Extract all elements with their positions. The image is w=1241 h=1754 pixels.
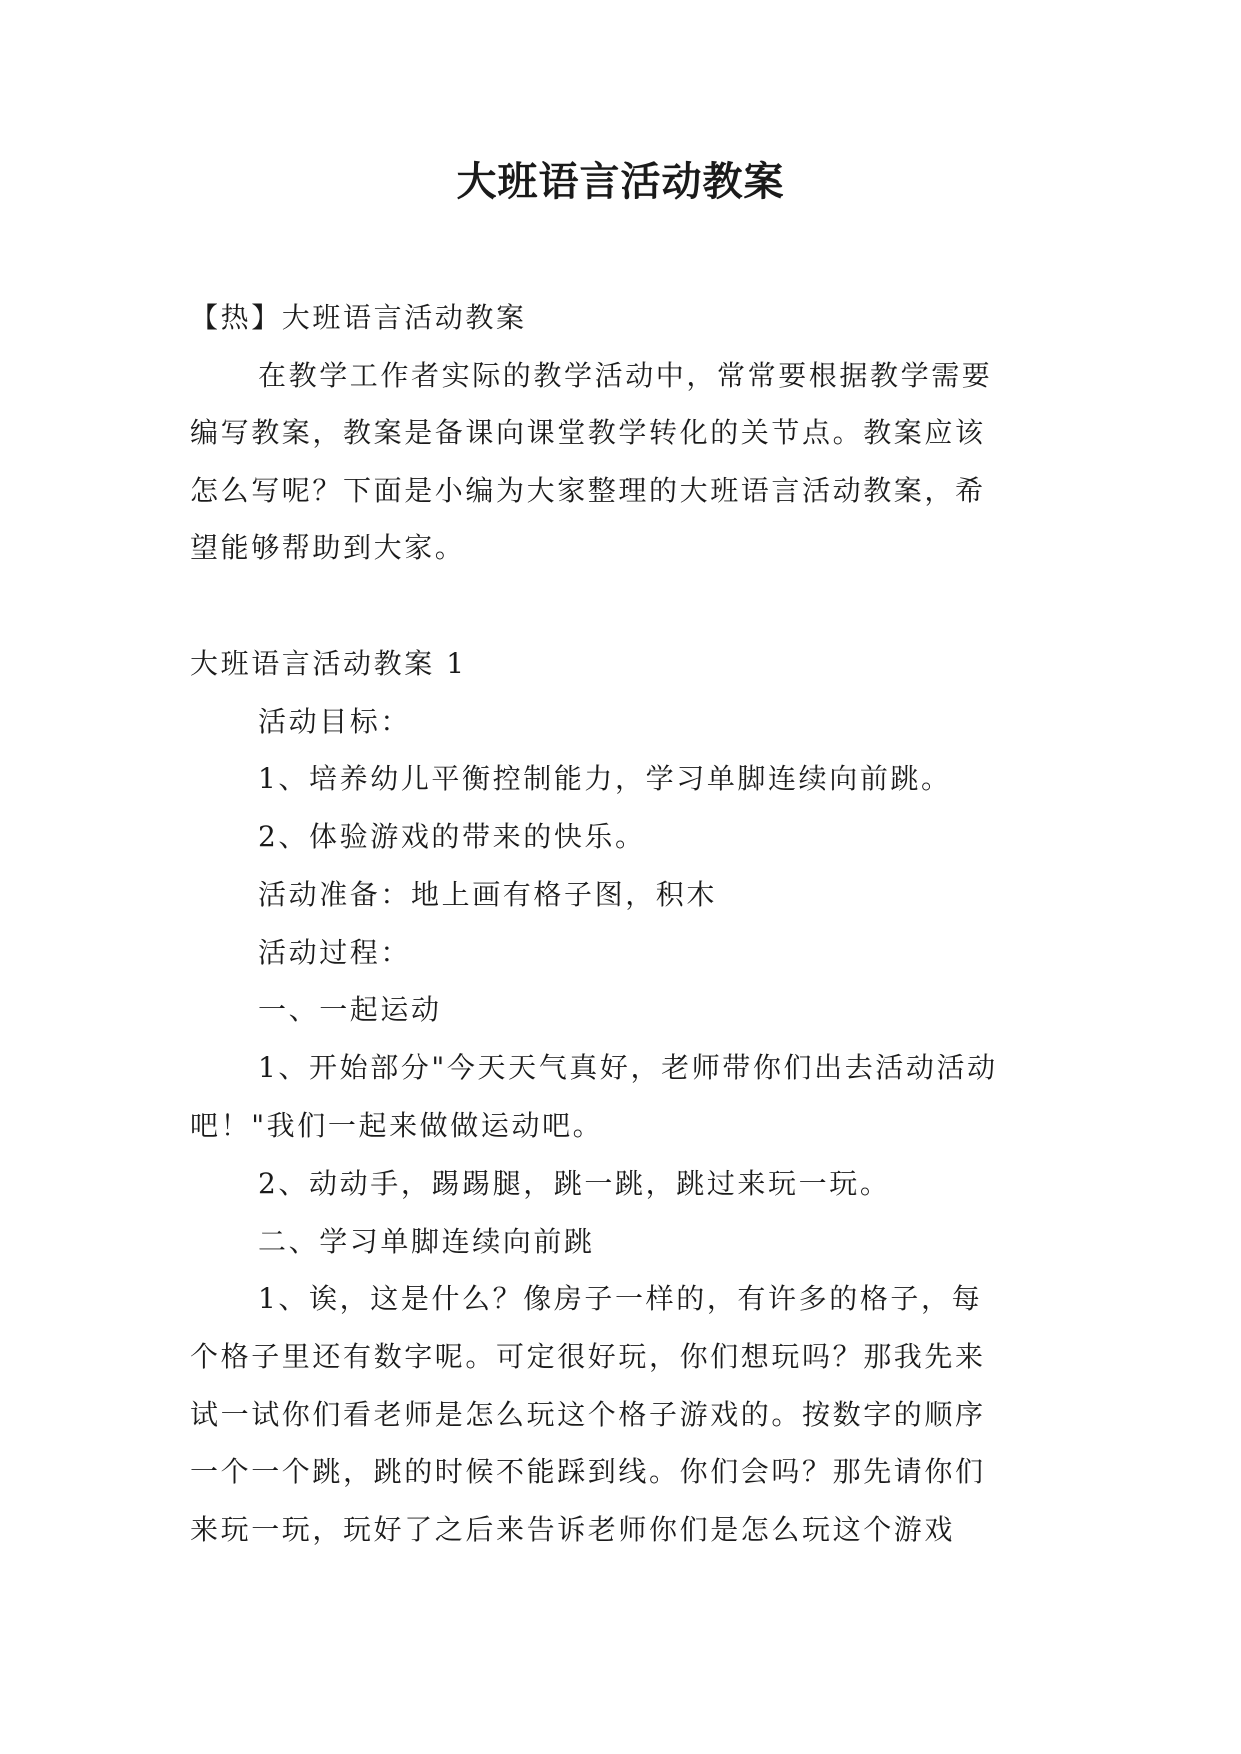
paragraph-line: 吧！"我们一起来做做运动吧。: [190, 1109, 604, 1142]
paragraph-line: 一、一起运动: [258, 993, 442, 1026]
paragraph-line: 活动目标：: [258, 705, 412, 738]
paragraph-line: 试一试你们看老师是怎么玩这个格子游戏的。按数字的顺序: [190, 1398, 986, 1431]
paragraph-line: 1、培养幼儿平衡控制能力，学习单脚连续向前跳。: [258, 762, 952, 795]
intro-heading: 【热】大班语言活动教案: [190, 301, 527, 334]
paragraph-line: 个格子里还有数字呢。可定很好玩，你们想玩吗？那我先来: [190, 1340, 986, 1373]
paragraph-line: 2、动动手，踢踢腿，跳一跳，跳过来玩一玩。: [258, 1167, 891, 1200]
paragraph-line: 来玩一玩，玩好了之后来告诉老师你们是怎么玩这个游戏: [190, 1513, 956, 1546]
paragraph-line: 二、学习单脚连续向前跳: [258, 1225, 595, 1258]
paragraph-line: 活动准备：地上画有格子图，积木: [258, 878, 718, 911]
document-title: 大班语言活动教案: [456, 158, 785, 205]
paragraph-line: 1、诶，这是什么？像房子一样的，有许多的格子，每: [258, 1282, 983, 1315]
paragraph-line: 一个一个跳，跳的时候不能踩到线。你们会吗？那先请你们: [190, 1455, 986, 1488]
paragraph-line: 在教学工作者实际的教学活动中，常常要根据教学需要: [258, 359, 993, 392]
paragraph-line: 怎么写呢？下面是小编为大家整理的大班语言活动教案，希: [190, 474, 986, 507]
paragraph-line: 活动过程：: [258, 936, 412, 969]
paragraph-line: 1、开始部分"今天天气真好，老师带你们出去活动活动: [258, 1051, 998, 1084]
paragraph-line: 编写教案，教案是备课向课堂教学转化的关节点。教案应该: [190, 416, 986, 449]
paragraph-line: 2、体验游戏的带来的快乐。: [258, 820, 646, 853]
section-heading: 大班语言活动教案 1: [190, 647, 467, 680]
paragraph-line: 望能够帮助到大家。: [190, 531, 466, 564]
